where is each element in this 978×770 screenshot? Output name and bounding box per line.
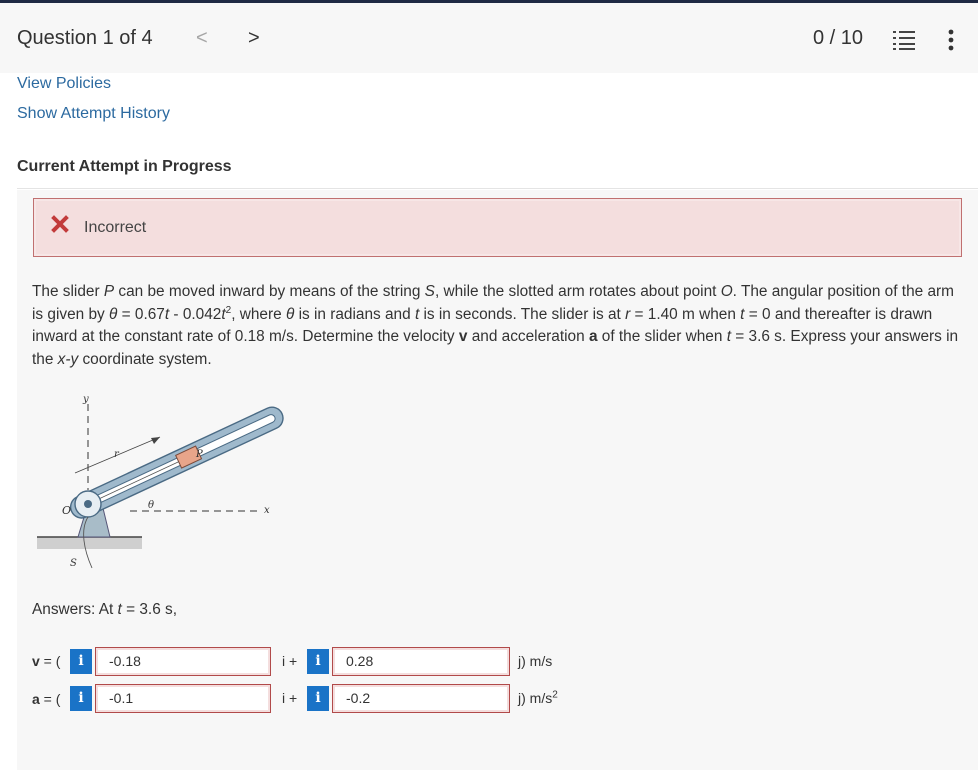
v-unit-label: j) m/s xyxy=(518,653,553,669)
ay-input[interactable]: -0.2 xyxy=(332,684,510,713)
answers-intro: Answers: At t = 3.6 s, xyxy=(32,601,178,618)
score-display: 0 / 10 xyxy=(813,27,864,49)
next-question-button[interactable]: > xyxy=(248,27,260,49)
slotted-arm-figure xyxy=(30,390,305,580)
show-attempt-history-link[interactable]: Show Attempt History xyxy=(17,105,170,122)
alert-label: Incorrect xyxy=(84,219,147,236)
section-divider xyxy=(17,188,978,189)
info-icon[interactable]: i xyxy=(70,686,92,711)
label-O: O xyxy=(62,504,72,517)
question-header xyxy=(0,3,978,73)
vy-input[interactable]: 0.28 xyxy=(332,647,510,676)
question-text: The slider P can be moved inward by means of the string S, while the slotted arm rotates about point O. The angular position of the arm is given by $\theta = 0.67t - 0.042t^2$, where θ is in radians and t is in seconds. The slider is at r = 1.40 m when t = 0 and thereafter is drawn inward at the constant rate of 0.18 m/s. Determine the velocity v and acceleration a of the slider when t = 3.6 s. Express your answers in the x-y coordinate system. xyxy=(32,283,959,368)
label-P: P xyxy=(196,449,203,460)
label-r: r xyxy=(114,449,119,460)
vx-input[interactable]: -0.18 xyxy=(95,647,271,676)
v-label: v = ( xyxy=(32,653,61,669)
i-plus-label: i + xyxy=(282,690,298,706)
label-theta: θ xyxy=(148,500,155,511)
more-vertical-icon[interactable] xyxy=(944,27,958,53)
ax-input[interactable]: -0.1 xyxy=(95,684,271,713)
pivot-pin xyxy=(84,500,92,508)
a-unit-label: j) $m/s^2$ xyxy=(518,689,558,706)
incorrect-alert xyxy=(33,198,962,257)
section-title: Current Attempt in Progress xyxy=(17,158,232,175)
string-in-slot xyxy=(88,462,179,504)
info-icon[interactable]: i xyxy=(70,649,92,674)
question-counter: Question 1 of 4 xyxy=(17,27,153,49)
r-arrowhead xyxy=(151,437,160,444)
x-icon xyxy=(51,215,69,233)
label-y: y xyxy=(83,394,89,405)
label-x: x xyxy=(264,505,270,516)
view-policies-link[interactable]: View Policies xyxy=(17,75,111,92)
info-icon[interactable]: i xyxy=(307,686,329,711)
label-S: S xyxy=(70,558,77,569)
previous-question-button[interactable]: < xyxy=(196,27,208,49)
i-plus-label: i + xyxy=(282,653,298,669)
ground-hatch xyxy=(37,537,142,549)
a-label: a = ( xyxy=(32,691,61,707)
list-icon[interactable] xyxy=(892,29,916,51)
info-icon[interactable]: i xyxy=(307,649,329,674)
